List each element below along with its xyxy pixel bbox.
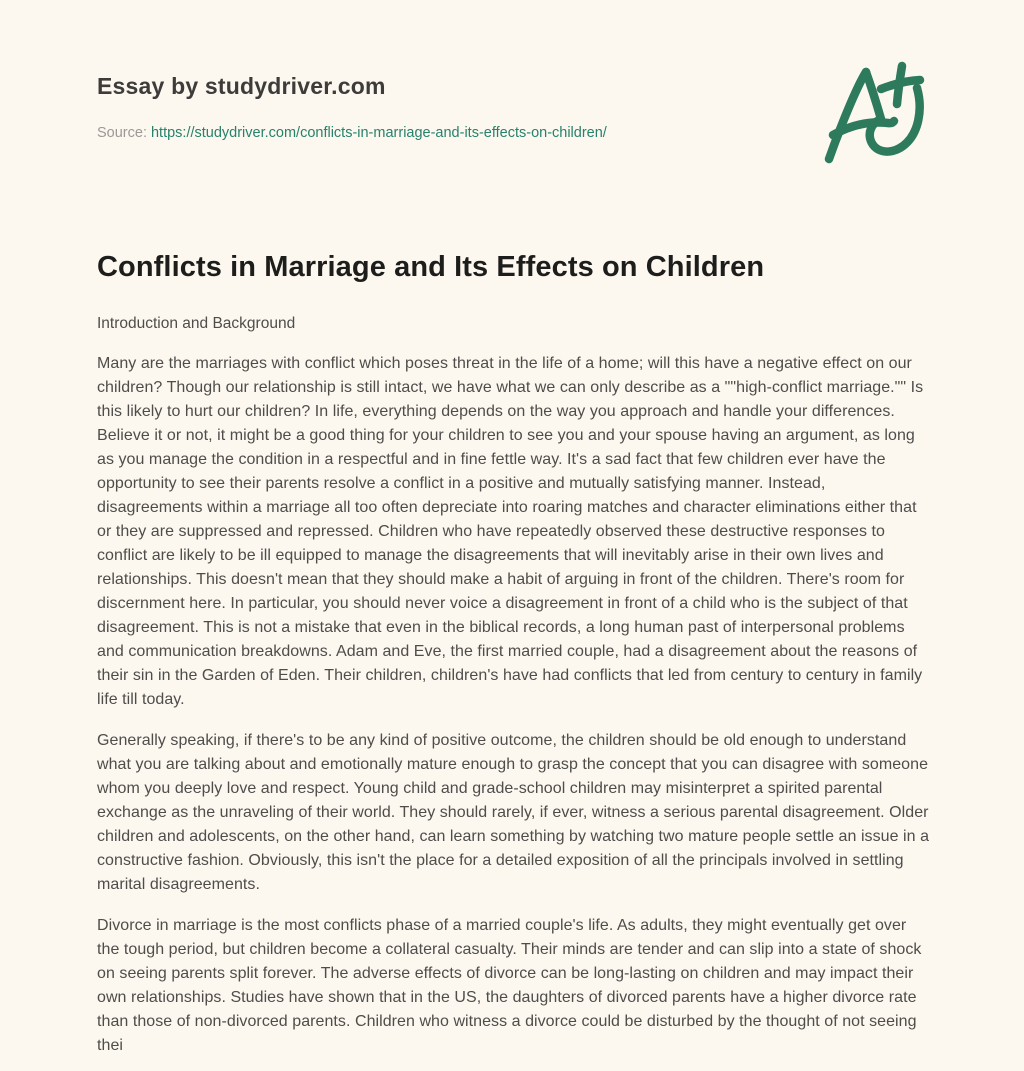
article-subheading: Introduction and Background [97,315,296,332]
paragraph-2: Generally speaking, if there's to be any kind of positive outcome, the children should be old enough to understand what you are talking about and emotionally mature enough to grasp the concept that you can disagree with someone whom you deeply love and respect. Young child and grade-school children may misinterpret a spirited parental exchange as the unraveling of their world. They should rarely, if ever, witness a serious parental disagreement. Older children and adolescents, on the other hand, can learn something by watching two mature people settle an issue in a constructive fashion. Obviously, this isn't the place for a detailed exposition of all the principals involved in settling marital disagreements. [97,732,930,893]
source-label: Source: [97,125,147,141]
source-line [97,123,607,143]
paragraph-3: Divorce in marriage is the most conflicts phase of a married couple's life. As adults, they might eventually get over the tough period, but children become a collateral casualty. Their minds are tender and can slip into a state of shock on seeing parents split forever. The adverse effects of divorce can be long-lasting on children and may impact their own relationships. Studies have shown that in the US, the daughters of divorced parents have a higher divorce rate than those of non-divorced parents. Children who witness a divorce could be disturbed by the thought of not seeing thei [97,917,922,1054]
source-url-link[interactable]: https://studydriver.com/conflicts-in-marriage-and-its-effects-on-children/ [150,125,607,141]
paragraph-1: Many are the marriages with conflict which poses threat in the life of a home; will this have a negative effect on our children? Though our relationship is still intact, we have what we can only describe as a ""high-conflict marriage."" Is this likely to hurt our children? In life, everything depends on the way you approach and handle your differences. Believe it or not, it might be a good thing for your children to see you and your spouse having an argument, as long as you manage the condition in a respectful and in fine fettle way. It's a sad fact that few children ever have the opportunity to see their parents resolve a conflict in a positive and mutually satisfying manner. Instead, disagreements within a marriage all too often depreciate into roaring matches and character eliminations either that or they are suppressed and repressed. Children who have repeatedly observed these destructive responses to conflict are likely to be ill equipped to manage the disagreements that will inevitably arise in their own lives and relationships. This doesn't mean that they should make a habit of arguing in front of the children. There's room for discernment here. In particular, you should never voice a disagreement in front of a child who is the subject of that disagreement. This is not a mistake that even in the biblical records, a long human past of interpersonal problems and communication breakdowns. Adam and Eve, the first married couple, had a disagreement about the reasons of their sin in the Garden of Eden. Their children, children's have had conflicts that led from century to century in family life till today. [97,355,924,708]
a-plus-logo-icon [818,60,930,166]
article-title: Conflicts in Marriage and Its Effects on Children [97,251,765,283]
article-body [97,352,930,1071]
essay-by-heading: Essay by studydriver.com [97,73,386,99]
